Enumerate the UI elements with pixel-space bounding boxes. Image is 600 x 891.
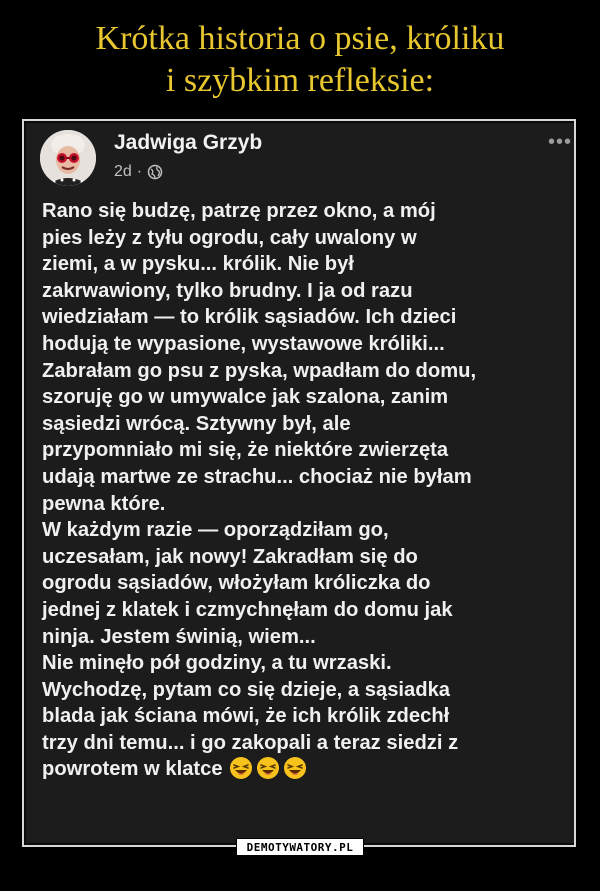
laughing-emoji-icon	[229, 756, 253, 780]
emoji-row	[229, 756, 307, 780]
post-line: zakrwawiony, tylko brudny. I ja od razu	[42, 279, 413, 302]
post-body	[42, 198, 574, 783]
laughing-emoji-icon	[256, 756, 280, 780]
avatar[interactable]	[40, 130, 96, 186]
post-line: jednej z klatek i czmychnęłam do domu jak	[42, 598, 453, 621]
post-line: pewna które.	[42, 492, 166, 515]
post-line: pies leży z tyłu ogrodu, cały uwalony w	[42, 226, 417, 249]
post-line: trzy dni temu... i go zakopali a teraz siedzi z	[42, 731, 459, 754]
headline-line-1: Krótka historia o psie, króliku	[95, 20, 505, 57]
post-line: hodują te wypasione, wystawowe króliki...	[42, 332, 445, 355]
globe-icon	[147, 164, 163, 180]
demotivator-headline	[0, 18, 600, 102]
post-meta	[114, 163, 163, 181]
post-line: uczesałam, jak nowy! Zakradłam się do	[42, 545, 418, 568]
meta-separator: ·	[136, 163, 143, 180]
post-line: ninja. Jestem świnią, wiem...	[42, 625, 316, 648]
post-time[interactable]: 2d	[114, 163, 132, 180]
post-line-text: powrotem w klatce	[42, 758, 223, 781]
post-line: szoruję go w umywalce jak szalona, zanim	[42, 386, 449, 409]
author-name[interactable]: Jadwiga Grzyb	[114, 131, 263, 154]
post-line: przypomniało mi się, że niektóre zwierzęta	[42, 439, 449, 462]
site-watermark[interactable]: DEMOTYWATORY.PL	[236, 838, 364, 856]
post-line: Rano się budzę, patrzę przez okno, a mój	[42, 200, 436, 222]
headline-line-2: i szybkim refleksie:	[165, 62, 435, 99]
laughing-emoji-icon	[283, 756, 307, 780]
facebook-post	[26, 123, 574, 843]
post-line: Zabrałam go psu z pyska, wpadłam do domu,	[42, 359, 477, 382]
post-line: Nie minęło pół godziny, a tu wrzaski.	[42, 652, 392, 675]
post-line: ogrodu sąsiadów, włożyłam króliczka do	[42, 572, 431, 595]
more-options-button[interactable]: •••	[547, 131, 572, 153]
post-line: Wychodzę, pytam co się dzieje, a sąsiadka	[42, 678, 451, 701]
post-line: blada jak ściana mówi, że ich królik zdechł	[42, 705, 450, 728]
post-line: ziemi, a w pysku... królik. Nie był	[42, 253, 354, 276]
post-line: sąsiedzi wrócą. Sztywny był, ale	[42, 412, 351, 435]
avatar-portrait-icon	[40, 130, 96, 186]
post-line: W każdym razie — oporządziłam go,	[42, 519, 389, 542]
post-line: wiedziałam — to królik sąsiadów. Ich dzieci	[42, 306, 457, 329]
post-line: udają martwe ze strachu... chociaż nie byłam	[42, 465, 472, 488]
post-line-last	[42, 756, 574, 783]
